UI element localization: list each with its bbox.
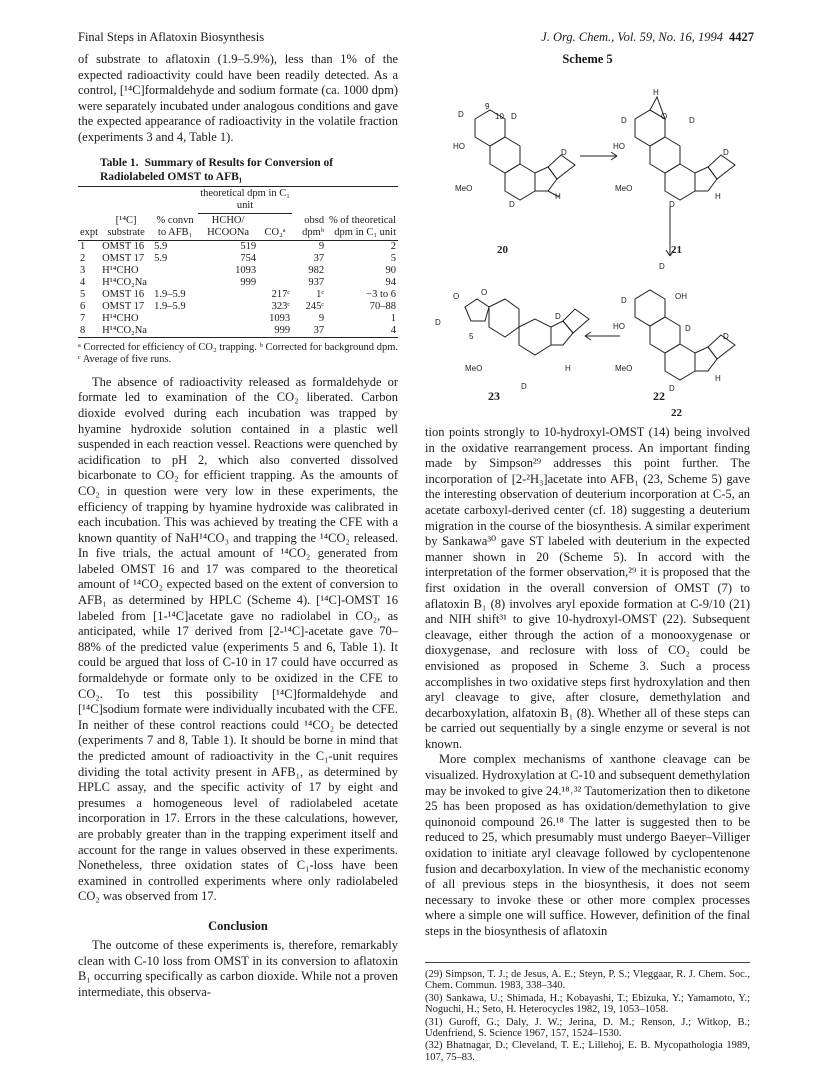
atom-HO: HO [613, 322, 625, 331]
atom-num-9: 9 [485, 102, 490, 111]
table-cell [152, 313, 198, 325]
table-row [78, 240, 398, 253]
atom-HO: HO [613, 142, 625, 151]
atom-D: D [458, 110, 464, 119]
paragraph: tion points strongly to 10-hydroxyl-OMST (14) being involved in the oxidative rearrangement process. An important finding made by Simpson²⁹ addresses this point further. The incorporation of [2-²H₃]acetate into AFB₁ (23, Scheme 5) gave the interesting observation of deuterium incorporation at C-5, an acetate carboxyl-derived center (cf. 18) suggesting a deuterium migration in the course of the biosynthesis. A similar experiment by Sankawa³⁰ gave ST labeled with deuterium in the expected manner shown in 20 (Scheme 5). In accord with the interpretation of the former observation,²⁹ it is proposed that the first oxidation in the overall conversion of OMST (7) to aflatoxin B₁ (8) involves aryl epoxide formation at C-9/10 (21) and NIH shift³¹ to give 10-hydroxyl-OMST (22). Subsequent cleavage, either through the action of a monooxygenase or dioxygenase, and reclosure with loss of CO₂ could be envisioned as proposed in Scheme 3. Such a process accomplishes in two oxidative steps first hydroxylation and then aryl cleavage to give, after closure, demethylation and decarboxylation, alfatoxin B₁ (8). Whether all of these steps can be carried out sequentially by a single enzyme or several is not known. [425, 425, 750, 751]
structure-23 [465, 299, 589, 355]
col-header-obsd [292, 186, 326, 213]
table-cell: H¹⁴CO₂Na [102, 276, 147, 288]
table-row [78, 301, 398, 313]
table-cell: 90 [385, 264, 396, 276]
atom-H: H [565, 364, 571, 373]
table-cell: 999 [274, 324, 291, 336]
col-header-theoretical: theoretical dpm in C₁ unit [198, 186, 292, 213]
atom-D: D [555, 312, 561, 321]
table-cell: OMST 17 [102, 300, 145, 312]
table-cell [258, 265, 292, 277]
structure-21 [635, 97, 735, 200]
atom-D: D [669, 384, 675, 393]
table-cell: 37 [313, 252, 325, 264]
atom-D: D [521, 382, 527, 391]
table-cell: 1 [80, 240, 86, 252]
table-footnote: ᵃ Corrected for efficiency of CO₂ trapping. ᵇ Corrected for background dpm. ᶜ Average of five runs. [78, 341, 398, 366]
col-header-pct [326, 186, 398, 213]
table-cell: 1093 [269, 312, 291, 324]
table-caption [78, 156, 398, 184]
table-cell [198, 313, 258, 325]
table-cell: H¹⁴CHO [102, 264, 139, 276]
table-cell: OMST 16 [102, 288, 145, 300]
col-header-substrate [100, 186, 152, 213]
table-row [78, 277, 398, 289]
scheme-5-drawing [425, 71, 750, 419]
col-header-expt-label: expt [78, 213, 100, 240]
table-cell: 5 [80, 288, 86, 300]
table-cell: 5 [390, 252, 396, 264]
atom-D: D [509, 200, 515, 209]
atom-O: O [481, 288, 488, 297]
table-cell: 1.9–5.9 [154, 288, 186, 300]
running-title: Final Steps in Aflatoxin Biosynthesis [78, 30, 265, 44]
table-cell: 8 [80, 324, 86, 336]
table-cell: OMST 16 [102, 240, 145, 252]
table-cell: H¹⁴CHO [102, 312, 139, 324]
table-cell [198, 325, 258, 338]
table-cell [258, 277, 292, 289]
col-header-obsd-label: obsd dpmᵇ [292, 213, 326, 240]
col-header-substrate-label: [¹⁴C] substrate [100, 213, 152, 240]
atom-D: D [723, 148, 729, 157]
atom-D: D [561, 148, 567, 157]
results-table [78, 186, 398, 338]
atom-MeO: MeO [615, 184, 633, 193]
footnotes [425, 962, 750, 1064]
table-cell: 1093 [235, 264, 257, 276]
atom-D: D [659, 262, 665, 271]
table-cell: 37 [313, 324, 325, 336]
scheme-5-figure [425, 71, 750, 419]
reaction-arrows [580, 152, 674, 340]
compound-22-label-text: 22 [653, 389, 665, 403]
section-heading: Conclusion [208, 918, 268, 933]
atom-H: H [653, 88, 659, 97]
atom-OH: OH [675, 292, 687, 301]
table-cell: 5.9 [154, 240, 168, 252]
paragraph: The outcome of these experiments is, therefore, remarkably clean with C-10 loss from OMST in its conversion to aflatoxin B₁ occurring specifically as carbon dioxide. While not a proven intermediate, this observa- [78, 937, 398, 999]
paragraph: More complex mechanisms of xanthone cleavage can be visualized. Hydroxylation at C-10 and subsequent demethylation may be invoked to give 24.¹⁸˒³² Tautomerization then to diketone 25 has been proposed as has oxidation/demethylation to give quinonoid compound 26.¹⁸ The latter is suggested then to be reduced to 25, which presumably must undergo Baeyer–Villiger oxidation to initiate aryl cleavage followed by cyclopentenone fusion and decarboxylation. In view of the mechanistic economy of all previous steps in the biosynthesis, it does not seem necessary to invoke these or other more complex processes where a simple one will suffice. However, definition of the final steps in the biosynthesis of aflatoxin [425, 752, 750, 938]
col-header-hcho-label: HCHO/ HCOONa [198, 213, 258, 240]
table-cell: H¹⁴CO₂Na [102, 324, 147, 336]
atom-O: O [453, 292, 460, 301]
table-cell [152, 277, 198, 289]
col-header-co2-label: CO₂ᵃ [258, 213, 292, 240]
col-header-expt [78, 186, 100, 213]
compound-21-label: 21 [671, 244, 682, 256]
table-label: Table 1. [100, 156, 139, 169]
atom-HO: HO [453, 142, 465, 151]
atom-O: O [661, 112, 668, 121]
col-header-pct-label: % of theoretical dpm in C₁ unit [326, 213, 398, 240]
table-cell: 245ᶜ [305, 300, 325, 312]
table-cell: 4 [80, 276, 86, 288]
atom-D: D [685, 324, 691, 333]
table-cell [198, 289, 258, 301]
footnote: (29) Simpson, T. J.; de Jesus, A. E.; Steyn, P. S.; Vleggaar, R. J. Chem. Soc., Chem. Commun. 1983, 338–340. [425, 969, 750, 992]
table-cell: 982 [308, 264, 325, 276]
atom-num-10: 10 [495, 112, 504, 121]
table-cell: 7 [80, 312, 86, 324]
scheme-title: Scheme 5 [562, 52, 613, 66]
table-cell: 937 [308, 276, 325, 288]
col-header-convn-label: % convn to AFB₁ [152, 213, 198, 240]
table-row [78, 253, 398, 265]
table-row [78, 313, 398, 325]
table-cell: 6 [80, 300, 86, 312]
paragraph: The absence of radioactivity released as formaldehyde or formate led to examination of the CO₂ liberated. Carbon dioxide evolved during each incubation was trapped by hyamine hydroxide solution contained in a plastic well suspended in each reaction vessel. Reactions were quenched by acidification to pH 2, which also converted dissolved bicarbonate to CO₂ for efficient trapping. As the amounts of CO₂ in question were very low in these experiments, the efficiency of trapping by hyamine hydroxide was calibrated in each incubation. This was achieved by treating the CFE with a known quantity of NaH¹⁴CO₃ and trapping the ¹⁴CO₂ released. In five trials, the actual amount of ¹⁴CO₂ generated from labeled OMST 16 and 17 was compared to the theoretical amount of ¹⁴CO₂ expected based on the extent of conversion to AFB₁ as determined by HPLC (Scheme 4). [¹⁴C]-OMST 16 labeled from [1-¹⁴C]acetate gave no radiolabel in CO₂, as anticipated, while 17 derived from [2-¹⁴C]-acetate gave 70–88% of the predicted value (experiments 5 and 6, Table 1). It could be argued that loss of C-10 in 17 could have occurred as formaldehyde or formate only to be oxidized in the CFE to CO₂. To test this possibility [¹⁴C]formaldehyde and [¹⁴C]sodium formate were individually incubated with the CFE. In neither of these control reactions could ¹⁴CO₂ be detected (experiments 7 and 8, Table 1). It should be borne in mind that the predicted amount of radioactivity in the C₁-unit requires dividing the total activity present in AFB₁, as determined by HPLC assay, and the specific activity of 17 by eight and presumes a homogeneous level of radiolabeled acetate incorporation in 17. Errors in the these calculations, however, are probably greater than in the trapping experiment itself and account for the range in values observed in these experiments. Nonetheless, three oxidation states of C₁-loss have been examined in controlled experiments where only radiolabeled CO₂ was observed from 17. [78, 374, 398, 904]
atom-MeO: MeO [465, 364, 483, 373]
compound-23-label: 23 [488, 389, 500, 403]
paragraph: of substrate to aflatoxin (1.9–5.9%), less than 1% of the expected radioactivity could have been readily detected. As a control, [¹⁴C]formaldehyde and sodium formate (ca. 1000 dpm) were separately incubated under analogous conditions and gave the expected appearance of radioactivity in the volatile fraction (experiments 3 and 4, Table 1). [78, 52, 398, 144]
atom-D: D [435, 318, 441, 327]
structure-22 [635, 290, 735, 380]
table-cell: −3 to 6 [366, 288, 396, 300]
table-row [78, 325, 398, 338]
atom-D: D [621, 116, 627, 125]
table-cell: 1.9–5.9 [154, 300, 186, 312]
atom-MeO: MeO [455, 184, 473, 193]
table-cell: 999 [240, 276, 257, 288]
atom-H: H [715, 374, 721, 383]
table-row [78, 289, 398, 301]
col-header-convn [152, 186, 198, 213]
atom-D: D [511, 112, 517, 121]
table-cell: 2 [80, 252, 86, 264]
atom-H: H [555, 192, 561, 201]
table-cell [258, 253, 292, 265]
compound-20-label: 20 [497, 244, 508, 256]
atom-D: D [621, 296, 627, 305]
atom-D: D [723, 332, 729, 341]
table-cell: 94 [385, 276, 396, 288]
table-cell: 70–88 [369, 300, 396, 312]
compound-22-label: 22 [671, 407, 682, 419]
table-cell: 323ᶜ [271, 300, 291, 312]
table-cell: OMST 17 [102, 252, 145, 264]
table-cell: 4 [390, 324, 396, 336]
table-cell [152, 265, 198, 277]
structure-20 [475, 110, 575, 200]
page-number: 4427 [729, 30, 754, 44]
footnote: (31) Guroff, G.; Daly, J. W.; Jerina, D. M.; Renson, J.; Witkop, B.; Udenfriend, S. Science 1967, 157, 1524–1530. [425, 1016, 750, 1040]
left-column [78, 52, 398, 1000]
atom-MeO: MeO [615, 364, 633, 373]
table-cell: 1ᶜ [316, 288, 325, 300]
atom-D: D [689, 116, 695, 125]
table-cell: 9 [318, 312, 325, 324]
table-cell: 519 [240, 240, 257, 252]
table-cell: 5.9 [154, 252, 168, 264]
table-cell: 217ᶜ [271, 288, 291, 300]
atom-D: D [669, 200, 675, 209]
table-cell [198, 301, 258, 313]
footnote: (30) Sankawa, U.; Shimada, H.; Kobayashi, T.; Ebizuka, Y.; Yamamoto, Y.; Noguchi, H.; Seto, H. Heterocycles 1982, 19, 1053–1058. [425, 992, 750, 1016]
atom-H: H [715, 192, 721, 201]
table-cell [152, 325, 198, 338]
running-head [78, 30, 754, 46]
atom-num-5: 5 [469, 332, 474, 341]
table-cell: 9 [318, 240, 325, 252]
journal-citation [541, 30, 754, 45]
journal-name: J. Org. Chem., Vol. 59, No. 16, 1994 [541, 30, 723, 44]
table-cell: 754 [240, 252, 257, 264]
table-cell: 1 [390, 312, 396, 324]
table-cell: 3 [80, 264, 86, 276]
table-title: Summary of Results for Conversion of Radiolabeled OMST to AFB₁ [100, 156, 334, 183]
table-row [78, 265, 398, 277]
footnote: (32) Bhatnagar, D.; Cleveland, T. E.; Lillehoj, E. B. Mycopathologia 1989, 107, 75–83. [425, 1040, 750, 1063]
table-cell: 2 [390, 240, 396, 252]
table-cell [258, 240, 292, 253]
right-column [425, 52, 750, 940]
